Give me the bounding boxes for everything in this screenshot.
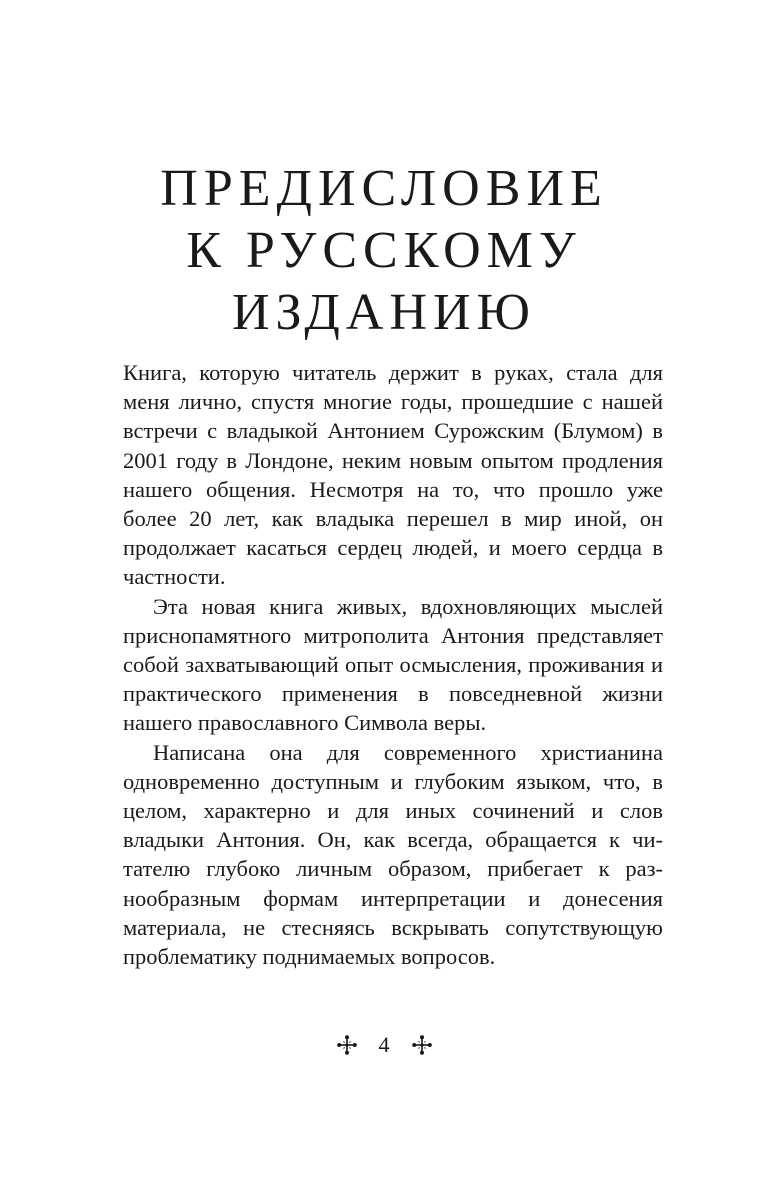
ornament-cross-icon bbox=[412, 1035, 432, 1055]
ornament-cross-icon bbox=[337, 1035, 357, 1055]
chapter-title-line-2: К РУССКОМУ bbox=[186, 222, 582, 279]
page-number: 4 bbox=[378, 1032, 390, 1057]
paragraph-1: Книга, которую читатель держит в руках, стала для меня лично, спустя многие годы, прошедшие с нашей встречи с владыкой Антонием Сурожским (Блумом) в 2001 году в Лондоне, неким новым опытом продления нашего общения. Несмотря на то, что прошло уже более 20 лет, как владыка перешел в мир иной, он продолжает касаться сердец людей, и моего сердца в частности. bbox=[123, 360, 663, 590]
chapter-title bbox=[0, 158, 768, 344]
body-text bbox=[123, 358, 663, 971]
paragraph-2: Эта новая книга живых, вдохновляющих мыслей приснопамятного митрополита Антония представляет собой захватывающий опыт осмысления, проживания и практического применения в повседневной жизни нашего православного Символа веры. bbox=[123, 593, 663, 736]
paragraph-3: Написана она для современного христианина одновременно доступным и глубоким языком, что, в целом, характерно и для иных сочинений и слов владыки Антония. Он, как всегда, обращается к читателю глубоко личным образом, прибегает к разнообразным формам интерпретации и донесения материала, не стесняясь вскрывать сопутствующую проблематику поднимаемых вопросов. bbox=[123, 739, 663, 970]
page-footer bbox=[0, 1030, 768, 1060]
chapter-title-line-3: ИЗДАНИЮ bbox=[231, 284, 536, 341]
chapter-title-line-1: ПРЕДИСЛОВИЕ bbox=[160, 160, 608, 217]
